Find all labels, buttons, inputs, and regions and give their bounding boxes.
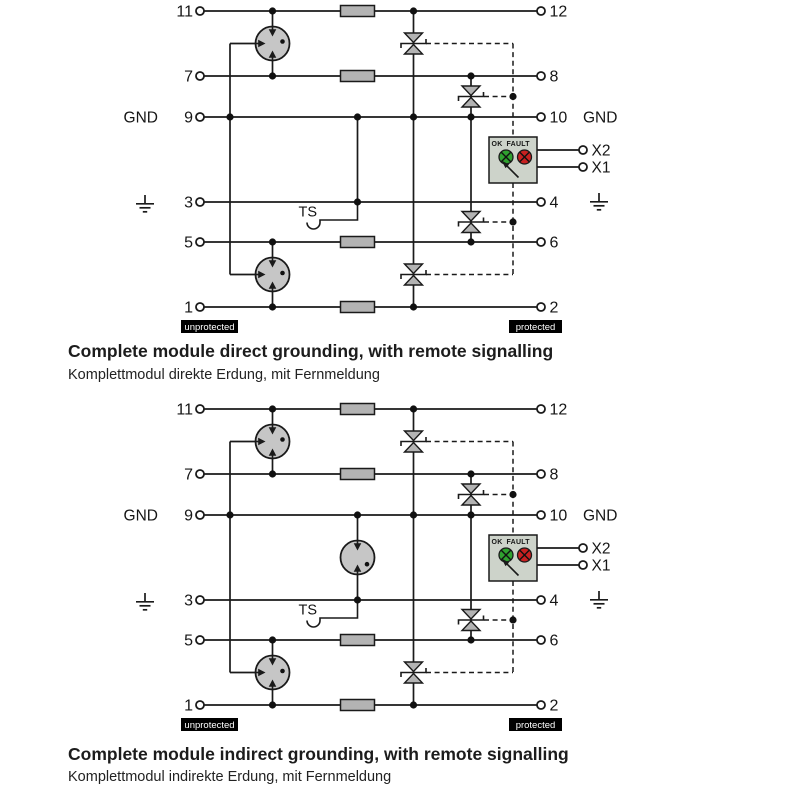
terminal-label: 8 — [549, 68, 559, 86]
suppressor-diode-icon — [459, 212, 484, 233]
terminal-label: 4 — [549, 194, 559, 212]
terminal-label: 5 — [184, 234, 193, 252]
protected-label: protected — [515, 719, 556, 731]
suppressor-diode-icon — [401, 33, 426, 54]
gnd-label-right: GND — [583, 109, 618, 127]
left-ground-bus — [230, 442, 257, 673]
suppressor-diode-icon — [401, 431, 426, 452]
gdt-gas-dot — [365, 562, 370, 567]
gnd-label-left: GND — [123, 507, 158, 525]
gas-discharge-tube-top — [256, 409, 290, 474]
ok-led-icon — [499, 548, 513, 562]
caption-indirect-en: Complete module indirect grounding, with remote signalling — [68, 744, 569, 764]
right-terminals — [537, 402, 567, 715]
ok-led-icon — [499, 150, 513, 164]
suppressor-diode-icon — [401, 264, 426, 285]
ok-label: OK — [491, 539, 503, 546]
caption-indirect-de: Komplettmodul indirekte Erdung, mit Fernmeldung — [68, 769, 392, 785]
right-vertical-wires — [414, 409, 472, 705]
suppressor-diode-icon — [459, 484, 484, 505]
gas-discharge-tube-bottom — [256, 640, 290, 705]
suppressor-diode-icon — [459, 610, 484, 631]
terminal-11 — [196, 405, 204, 413]
ts-label: TS — [298, 204, 318, 221]
terminal-label: 2 — [549, 299, 559, 317]
terminal-label: 8 — [549, 466, 559, 484]
terminal-label: 1 — [184, 697, 193, 715]
ts-label: TS — [298, 602, 318, 619]
terminal-label: 12 — [549, 401, 568, 419]
gdt-gas-dot — [280, 437, 285, 442]
terminal-7 — [196, 470, 204, 478]
terminal-label: 5 — [184, 632, 193, 650]
terminal-label: 12 — [549, 3, 568, 21]
terminal-8 — [537, 72, 545, 80]
terminal-12 — [537, 405, 545, 413]
terminal-x1 — [579, 561, 587, 569]
terminal-label: 2 — [549, 697, 559, 715]
unprotected-label: unprotected — [184, 321, 235, 333]
terminal-label: 3 — [184, 592, 193, 610]
terminal-label: 11 — [176, 401, 193, 419]
x1-label: X1 — [591, 159, 611, 177]
resistor-icon — [341, 6, 375, 17]
caption-direct-en: Complete module direct grounding, with remote signalling — [68, 341, 554, 361]
caption-direct-de: Komplettmodul direkte Erdung, mit Fernmeldung — [68, 367, 380, 383]
indirect-ground-link — [341, 515, 375, 600]
terminal-label: 9 — [184, 109, 193, 127]
terminal-3 — [196, 596, 204, 604]
schematic-indirect-grounding — [0, 398, 800, 738]
gnd-label-left: GND — [123, 109, 158, 127]
terminal-10 — [537, 113, 545, 121]
resistor-icon — [341, 469, 375, 480]
resistor-icon — [341, 404, 375, 415]
gas-discharge-tube-icon — [341, 541, 375, 575]
left-ground-bus — [230, 44, 257, 275]
zone-labels — [181, 718, 562, 731]
terminal-label: 7 — [184, 68, 193, 86]
horizontal-wires — [204, 11, 537, 307]
terminal-9 — [196, 113, 204, 121]
schematic-direct-grounding — [0, 0, 800, 340]
resistor-icon — [341, 635, 375, 646]
fault-label: FAULT — [506, 141, 530, 148]
fault-led-icon — [518, 150, 532, 164]
terminal-3 — [196, 198, 204, 206]
terminal-label: 6 — [549, 234, 559, 252]
terminal-9 — [196, 511, 204, 519]
gnd-label-right: GND — [583, 507, 618, 525]
suppressor-diode-icon — [401, 662, 426, 683]
terminal-2 — [537, 303, 545, 311]
terminal-label: 11 — [176, 3, 193, 21]
ok-label: OK — [491, 141, 503, 148]
terminal-x2 — [579, 544, 587, 552]
zone-labels — [181, 320, 562, 333]
terminal-6 — [537, 636, 545, 644]
resistor-icon — [341, 302, 375, 313]
gdt-gas-dot — [280, 271, 285, 276]
gdt-gas-dot — [280, 39, 285, 44]
fault-led-icon — [518, 548, 532, 562]
terminal-x2 — [579, 146, 587, 154]
earth-icon-right — [590, 591, 608, 608]
protected-label: protected — [515, 321, 556, 333]
terminal-label: 4 — [549, 592, 559, 610]
terminal-label: 3 — [184, 194, 193, 212]
x2-label: X2 — [591, 540, 611, 558]
terminal-label: 7 — [184, 466, 193, 484]
terminal-4 — [537, 198, 545, 206]
gdt-gas-dot — [280, 669, 285, 674]
left-terminals — [176, 4, 204, 317]
remote-signalling-indicator — [489, 535, 610, 581]
resistor-icon — [341, 71, 375, 82]
terminal-2 — [537, 701, 545, 709]
terminal-10 — [537, 511, 545, 519]
terminal-1 — [196, 303, 204, 311]
terminal-8 — [537, 470, 545, 478]
terminal-label: 10 — [549, 109, 568, 127]
earth-icon-left — [136, 593, 154, 610]
suppressor-diode-icon — [459, 86, 484, 107]
fault-label: FAULT — [506, 539, 530, 546]
terminal-6 — [537, 238, 545, 246]
gas-discharge-tube-top — [256, 11, 290, 76]
x1-label: X1 — [591, 557, 611, 575]
terminal-label: 6 — [549, 632, 559, 650]
gas-discharge-tube-bottom — [256, 242, 290, 307]
terminal-4 — [537, 596, 545, 604]
left-terminals — [176, 402, 204, 715]
right-terminals — [537, 4, 567, 317]
earth-icon-right — [590, 193, 608, 210]
terminal-5 — [196, 636, 204, 644]
terminal-5 — [196, 238, 204, 246]
resistor-icon — [341, 700, 375, 711]
terminal-label: 9 — [184, 507, 193, 525]
earth-icon-left — [136, 195, 154, 212]
terminal-x1 — [579, 163, 587, 171]
x2-label: X2 — [591, 142, 611, 160]
unprotected-label: unprotected — [184, 719, 235, 731]
terminal-label: 1 — [184, 299, 193, 317]
resistor-icon — [341, 237, 375, 248]
terminal-11 — [196, 7, 204, 15]
terminal-7 — [196, 72, 204, 80]
terminal-1 — [196, 701, 204, 709]
right-vertical-wires — [414, 11, 472, 307]
remote-signalling-indicator — [489, 137, 610, 183]
terminal-12 — [537, 7, 545, 15]
terminal-label: 10 — [549, 507, 568, 525]
